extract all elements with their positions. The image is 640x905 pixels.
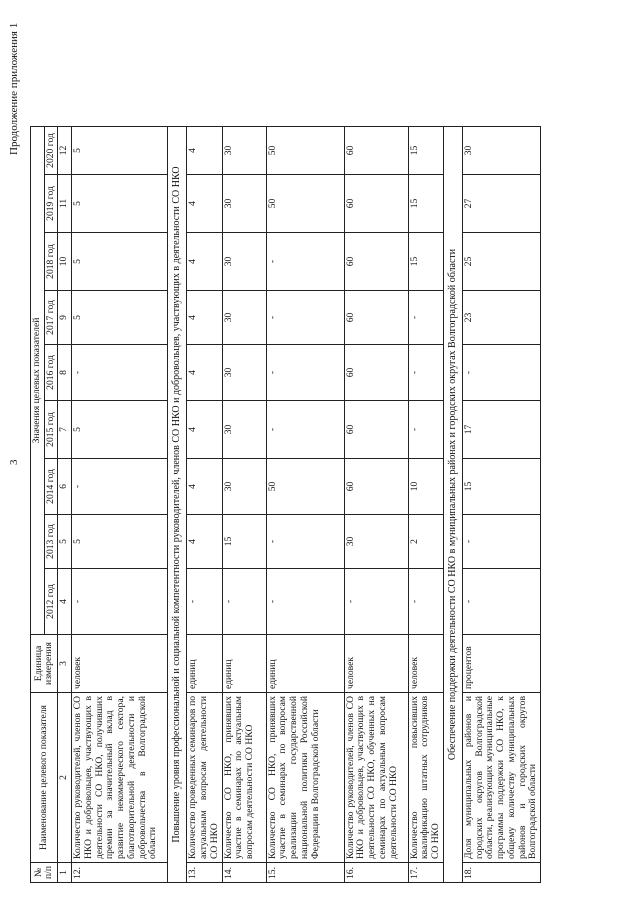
row-number: 14. [222, 863, 266, 883]
value-cell: 50 [266, 175, 344, 233]
value-cell: 60 [344, 459, 408, 515]
header-year-0: 2012 год [44, 569, 58, 635]
value-cell: - [408, 345, 443, 401]
value-cell: 30 [462, 127, 540, 175]
value-cell: - [187, 569, 222, 635]
table-row [222, 127, 266, 883]
value-cell: 4 [187, 291, 222, 345]
indicator-name: Количество СО НКО, принявших участие в семинарах по актуальным вопросам деятельности СО НКО [222, 693, 266, 863]
value-cell: 5 [72, 291, 168, 345]
value-cell: 15 [222, 515, 266, 569]
indicator-unit: единиц [266, 635, 344, 693]
header-colnum-6: 7 [58, 401, 72, 459]
table-row [462, 127, 540, 883]
row-number: 15. [266, 863, 344, 883]
value-cell: 30 [222, 459, 266, 515]
section-title: Обеспечение поддержки деятельности СО НКО в муниципальных районах и городских округах Волгоградской области [443, 127, 462, 883]
value-cell: - [72, 459, 168, 515]
table-row [187, 127, 222, 883]
section-row [443, 127, 462, 883]
indicator-unit: единиц [222, 635, 266, 693]
row-number: 13. [187, 863, 222, 883]
value-cell: 60 [344, 127, 408, 175]
indicator-name: Количество проведенных семинаров по актуальным вопросам деятельности СО НКО [187, 693, 222, 863]
value-cell: 60 [344, 345, 408, 401]
value-cell: - [266, 291, 344, 345]
row-number: 12. [72, 863, 168, 883]
table-row [408, 127, 443, 883]
value-cell: 4 [187, 459, 222, 515]
header-num: № п/п [31, 863, 58, 883]
header-colnum-9: 10 [58, 233, 72, 291]
value-cell: 25 [462, 233, 540, 291]
header-year-4: 2016 год [44, 345, 58, 401]
indicator-name: Количество СО НКО, принявших участие в семинарах по вопросам реализации государственной национальной политики Российской Федерации в Волгоградской области [266, 693, 344, 863]
indicator-name: Доля муниципальных районов и городских округов Волгоградской области, реализующих муниципальные программы поддержки СО НКО, к общему количеству муниципальных районов и городских округов Волгоградской области [462, 693, 540, 863]
indicators-table [30, 126, 541, 883]
value-cell: 4 [187, 515, 222, 569]
value-cell: 5 [72, 401, 168, 459]
value-cell: 4 [187, 233, 222, 291]
header-colnum-8: 9 [58, 291, 72, 345]
header-unit: Единица измерения [31, 635, 58, 693]
header-year-1: 2013 год [44, 515, 58, 569]
header-year-6: 2018 год [44, 233, 58, 291]
value-cell: 30 [222, 345, 266, 401]
value-cell: 30 [222, 175, 266, 233]
value-cell: 10 [408, 459, 443, 515]
indicator-name: Количество повысивших квалификацию штатных сотрудников СО НКО [408, 693, 443, 863]
header-colnum-11: 12 [58, 127, 72, 175]
value-cell: 23 [462, 291, 540, 345]
header-colnum-10: 11 [58, 175, 72, 233]
indicator-unit: человек [72, 635, 168, 693]
table-row [344, 127, 408, 883]
value-cell: 5 [72, 515, 168, 569]
row-number: 16. [344, 863, 408, 883]
indicator-name: Количество руководителей, членов СО НКО и добровольцев, участвующих в деятельности СО НКО, обученных на семинарах по актуальным вопросам деятельности СО НКО [344, 693, 408, 863]
value-cell: - [462, 345, 540, 401]
value-cell: 60 [344, 401, 408, 459]
value-cell: 30 [344, 515, 408, 569]
value-cell: 5 [72, 127, 168, 175]
value-cell: 4 [187, 345, 222, 401]
indicator-unit: процентов [462, 635, 540, 693]
value-cell: - [72, 345, 168, 401]
table-row [266, 127, 344, 883]
value-cell: 4 [187, 127, 222, 175]
table-row [72, 127, 168, 883]
value-cell: 60 [344, 233, 408, 291]
header-colnum-7: 8 [58, 345, 72, 401]
value-cell: 15 [462, 459, 540, 515]
header-year-3: 2015 год [44, 401, 58, 459]
value-cell: 30 [222, 401, 266, 459]
value-cell: 60 [344, 291, 408, 345]
indicator-unit: человек [344, 635, 408, 693]
indicator-unit: человек [408, 635, 443, 693]
value-cell: 60 [344, 175, 408, 233]
value-cell: - [72, 569, 168, 635]
value-cell: 30 [222, 291, 266, 345]
header-year-7: 2019 год [44, 175, 58, 233]
value-cell: 15 [408, 127, 443, 175]
value-cell: 5 [72, 233, 168, 291]
value-cell: - [408, 401, 443, 459]
value-cell: - [462, 569, 540, 635]
value-cell: 27 [462, 175, 540, 233]
value-cell: 30 [222, 233, 266, 291]
value-cell: - [266, 233, 344, 291]
header-colnum-1: 2 [58, 693, 72, 863]
header-colnum-2: 3 [58, 635, 72, 693]
value-cell: 4 [187, 401, 222, 459]
value-cell: - [266, 345, 344, 401]
value-cell: 30 [222, 127, 266, 175]
header-year-2: 2014 год [44, 459, 58, 515]
value-cell: - [408, 569, 443, 635]
page-number: 3 [8, 459, 20, 465]
value-cell: - [344, 569, 408, 635]
value-cell: - [266, 401, 344, 459]
header-name: Наименование целевого показателя [31, 693, 58, 863]
row-number: 17. [408, 863, 443, 883]
header-year-5: 2017 год [44, 291, 58, 345]
header-year-8: 2020 год [44, 127, 58, 175]
row-number: 18. [462, 863, 540, 883]
section-title: Повышение уровня профессиональной и социальной компетентности руководителей, членов СО НКО и добровольцев, участвующих в деятельности СО НКО [168, 127, 187, 883]
value-cell: - [266, 569, 344, 635]
value-cell: 15 [408, 233, 443, 291]
section-row [168, 127, 187, 883]
header-values-group: Значения целевых показателей [31, 127, 45, 635]
continuation-note: Продолжение приложения 1 [8, 22, 20, 155]
value-cell: 5 [72, 175, 168, 233]
value-cell: 17 [462, 401, 540, 459]
value-cell: - [408, 291, 443, 345]
header-colnum-5: 6 [58, 459, 72, 515]
value-cell: 15 [408, 175, 443, 233]
indicator-name: Количество руководителей, членов СО НКО и добровольцев, участвующих в деятельности СО НКО, получивших премии за значительный вклад в развитие некоммерческого сектора, благотворительной деятельности и добровольчества в Волгоградской области [72, 693, 168, 863]
header-colnum-0: 1 [58, 863, 72, 883]
value-cell: 2 [408, 515, 443, 569]
value-cell: - [222, 569, 266, 635]
header-colnum-4: 5 [58, 515, 72, 569]
value-cell: 50 [266, 127, 344, 175]
value-cell: - [266, 515, 344, 569]
value-cell: 50 [266, 459, 344, 515]
value-cell: 4 [187, 175, 222, 233]
value-cell: - [462, 515, 540, 569]
indicator-unit: единиц [187, 635, 222, 693]
header-colnum-3: 4 [58, 569, 72, 635]
